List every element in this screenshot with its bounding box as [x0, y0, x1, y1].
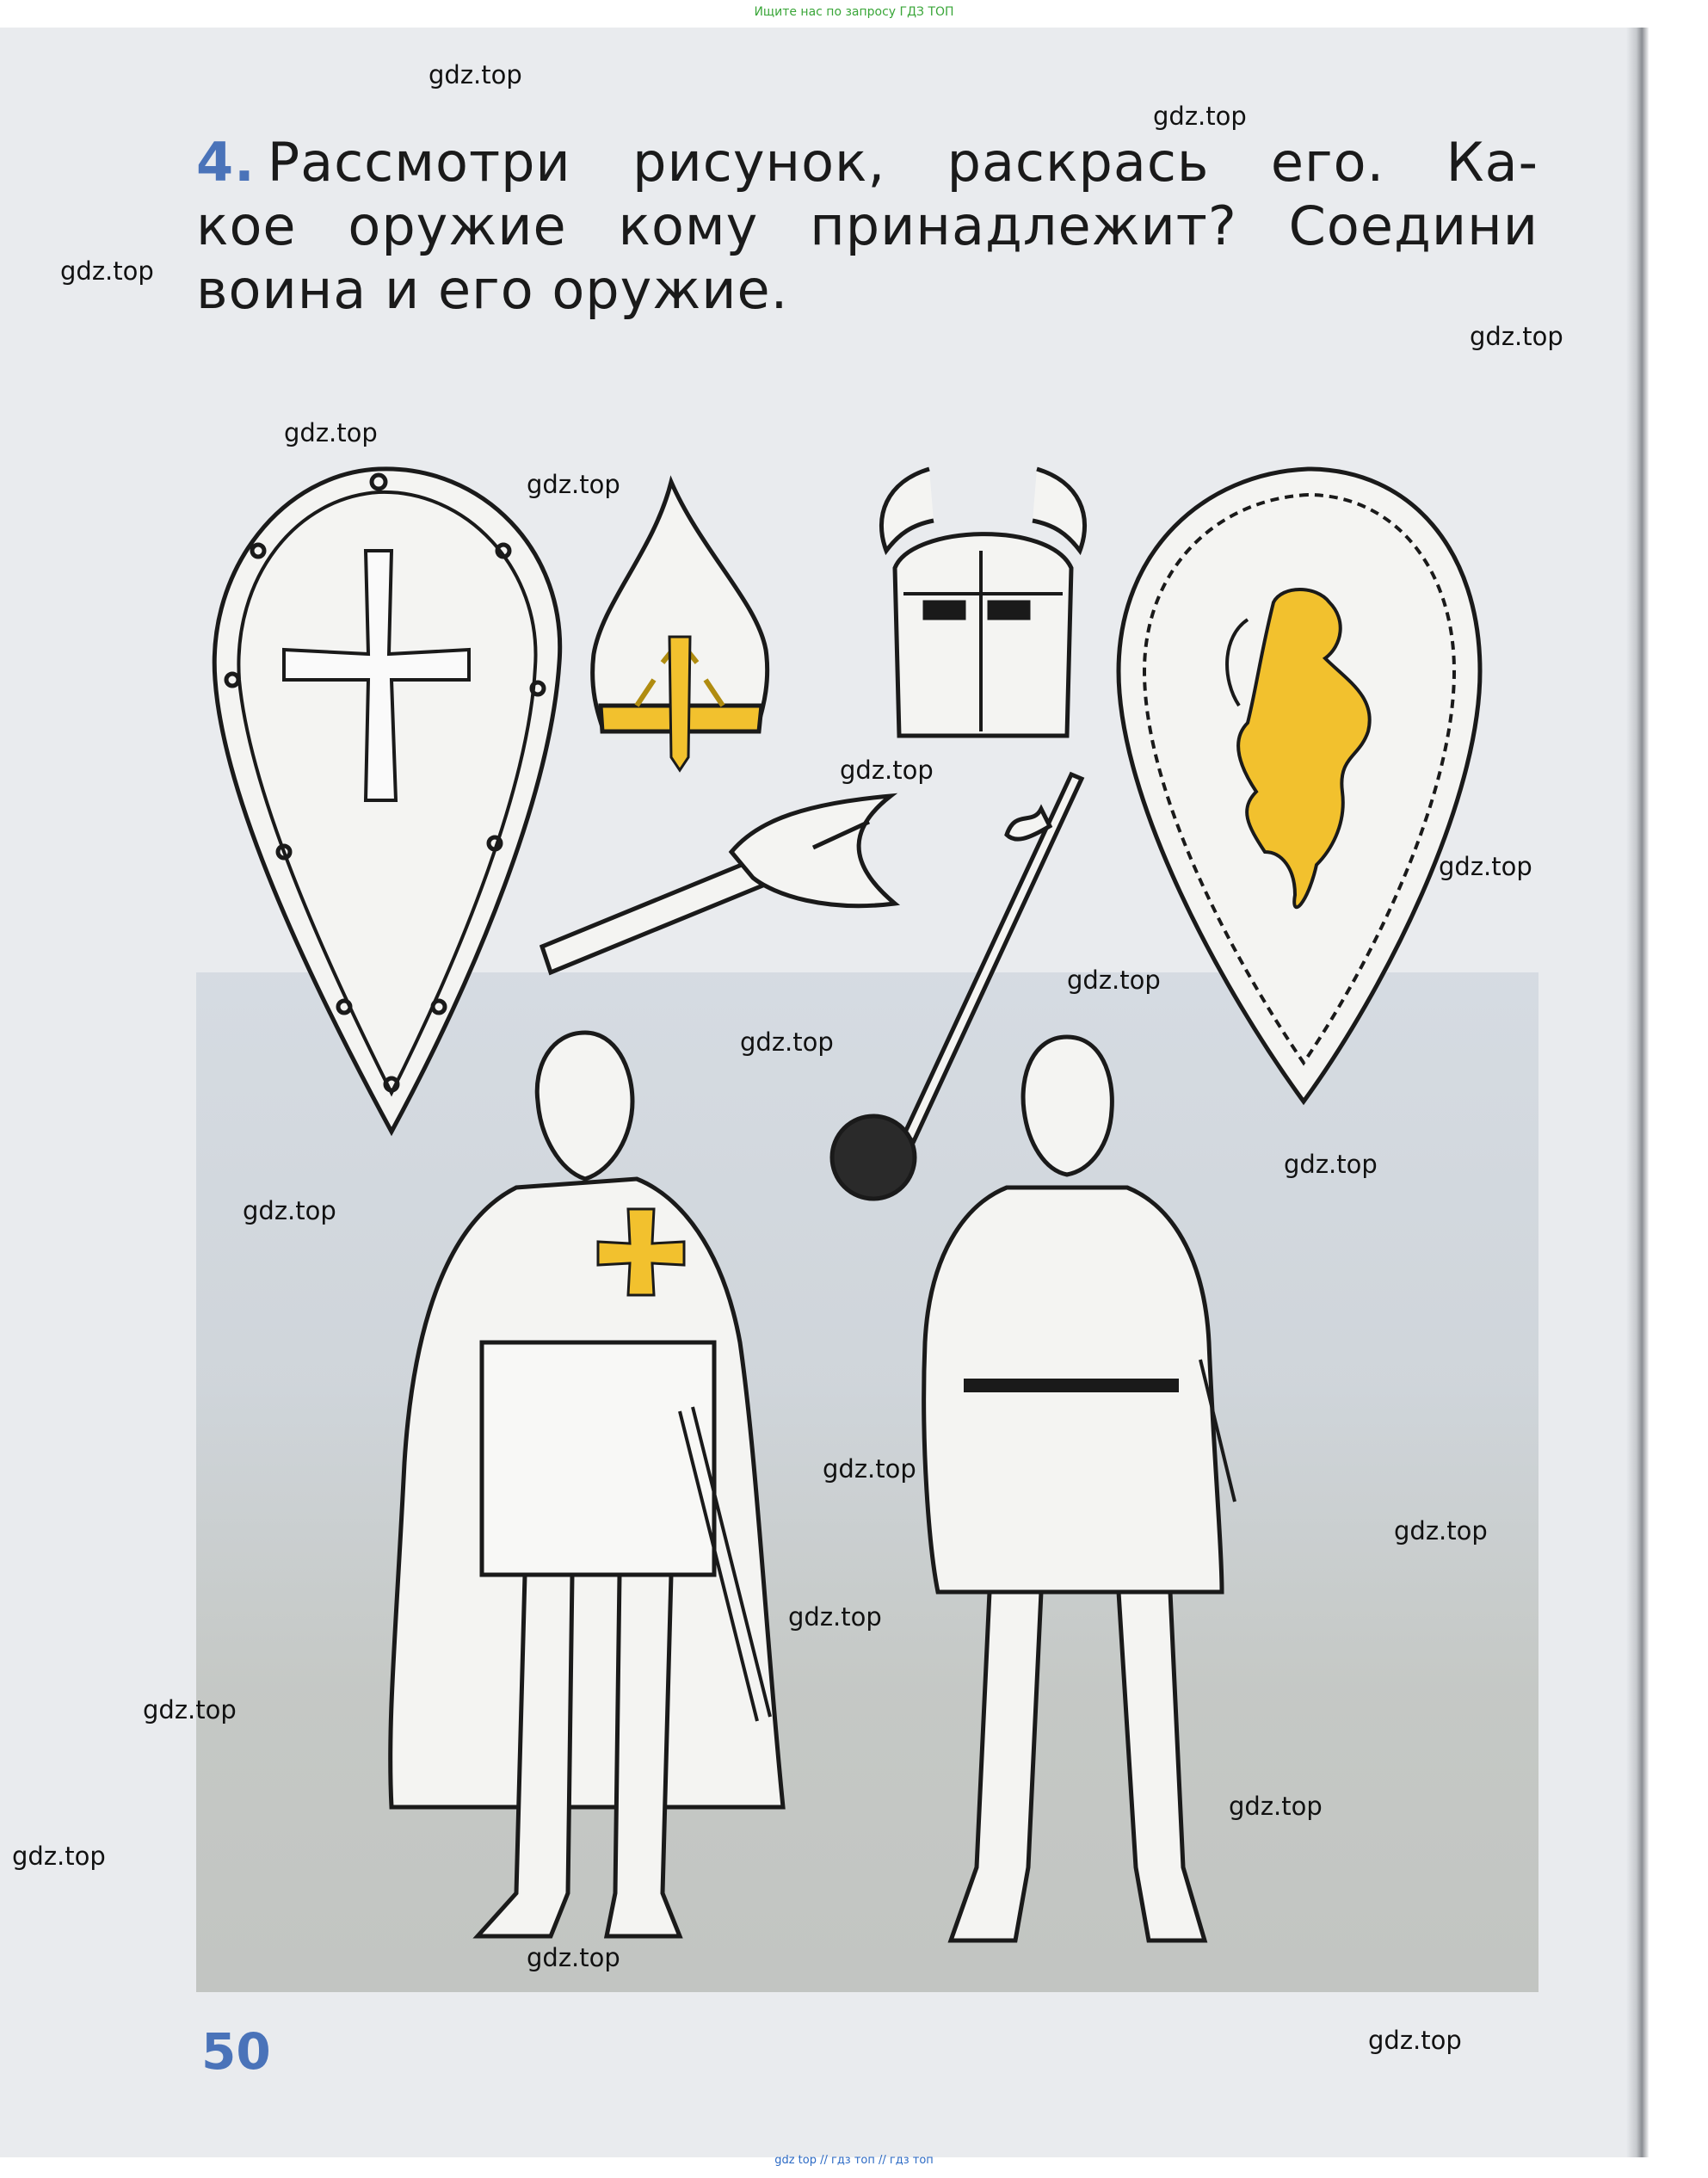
shield-lion[interactable] — [1119, 469, 1480, 1101]
watermark: gdz.top — [429, 60, 522, 89]
watermark: gdz.top — [1229, 1792, 1323, 1821]
watermark: gdz.top — [840, 756, 934, 785]
halberd[interactable] — [542, 796, 895, 972]
shield-cross[interactable] — [214, 469, 559, 1132]
watermark: gdz.top — [1470, 322, 1563, 351]
watermark: gdz.top — [1394, 1516, 1488, 1546]
watermark: gdz.top — [788, 1602, 882, 1632]
watermark: gdz.top — [143, 1695, 237, 1725]
watermark: gdz.top — [1284, 1150, 1378, 1179]
task-line-2: кое оружие кому принадлежит? Соедини — [196, 194, 1538, 257]
watermark: gdz.top — [823, 1454, 916, 1484]
helmet-pointed[interactable] — [593, 482, 768, 770]
watermark: gdz.top — [527, 470, 620, 499]
bottom-banner: gdz top // гдз топ // гдз топ — [774, 2154, 934, 2167]
top-banner: Ищите нас по запросу ГДЗ ТОП — [754, 5, 954, 19]
helmet-horned[interactable] — [881, 469, 1084, 736]
watermark: gdz.top — [527, 1943, 620, 1972]
page-number: 50 — [201, 2022, 271, 2081]
task-line-3: воина и его оружие. — [196, 258, 789, 321]
watermark: gdz.top — [60, 256, 154, 286]
watermark: gdz.top — [1439, 852, 1532, 881]
task-line-1-text: Рассмотри рисунок, раскрась его. Ка- — [267, 131, 1538, 194]
watermark: gdz.top — [1153, 102, 1247, 131]
watermark: gdz.top — [284, 418, 378, 447]
knight-right[interactable] — [924, 1037, 1235, 1940]
watermark: gdz.top — [1368, 2026, 1462, 2055]
watermark: gdz.top — [740, 1027, 834, 1057]
task-number: 4. — [196, 131, 256, 194]
knight-left[interactable] — [391, 1033, 783, 1936]
watermark: gdz.top — [1067, 966, 1161, 995]
watermark: gdz.top — [12, 1842, 106, 1871]
watermark: gdz.top — [243, 1196, 336, 1225]
